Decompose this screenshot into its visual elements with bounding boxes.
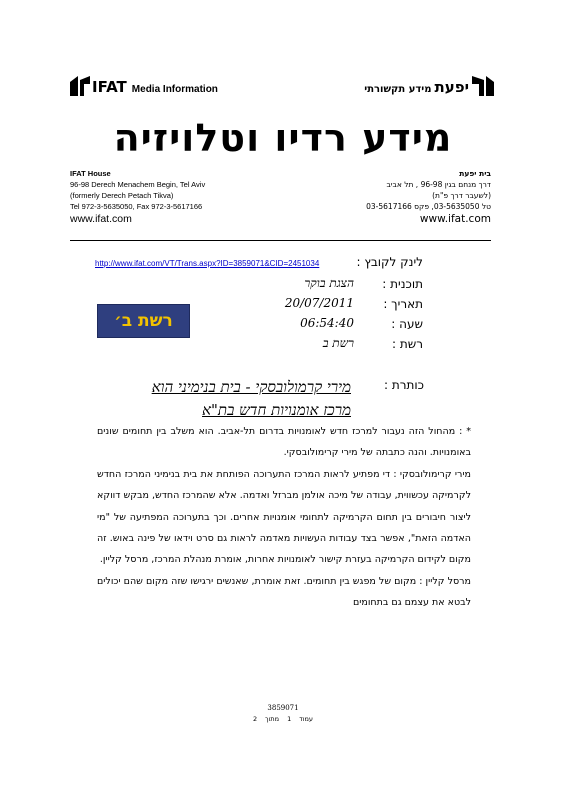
transcript-paragraph: מירי קרימולובסקי : די מפתיע לראות המרכז התערוכה הפותחת את בית בנימיני המרכז החדש לקרמיקה עכשווית, עבודה של מיכה אולמן מברזל ואדמה. אלא שהמרכז החדש, מבקש דווקא ליצור חיבורים בין תחום הקרמיקה לתחומי אומנויות אחרים. וכך בתערוכה המפתיעה של "מי האדמה הזאת", אפשר בצד עבודות העשויות מאדמה לראות גם סרט וידאו של פינה באוש. זה מקום לקידום הקרמיקה בעזרת קישור לאומנויות אחרות, אומרת מנהלת המרכז, מרסל קליין. [97,468,471,566]
program-label: תוכנית : [382,277,423,291]
address-line3-he: טל 03-5635050, פקס 03-5617166 [366,202,491,211]
header-divider [70,240,491,241]
total-pages: 2 [252,715,258,723]
address-line2-he: (לשעבר דרך פ"ת) [432,191,491,200]
headline [31,376,351,422]
transcript-paragraph: * : מהחול הזה נעבור למרכז חדש לאומנויות בדרום תל-אביב. הוא משלב בין תחומים שונים באומנויות. והנה כתבתה של מירי קרימולובסקי. [97,426,471,459]
brand-name-he: יפעת [434,78,469,96]
brand-subtitle-en: Media Information [131,84,218,95]
brand-name-en: IFAT [92,78,127,96]
address-en [70,168,205,225]
address-he [366,168,491,225]
network-value: רשת ב [322,336,354,350]
page-indicator [0,715,566,723]
network-label: רשת : [391,337,423,351]
address-line1-en: 96-98 Derech Menachem Begin, Tel Aviv [70,180,206,189]
headline-line1: מירי קרמולובסקי - בית בנימיני הוא [151,378,351,396]
address-name-en: IFAT House [70,169,111,178]
address-line3-en: Tel 972-3-5635050, Fax 972-3-5617166 [70,202,203,211]
ifat-emblem-icon [70,76,90,96]
ifat-emblem-icon [472,76,494,96]
time-value: 06:54:40 [300,316,354,330]
document-number: 3859071 [267,704,299,712]
link-label: לינק לקובץ : [356,255,423,269]
headline-line2: מרכז אומנויות חדש בת"א [202,401,351,419]
time-label: שעה : [391,317,423,331]
title-label: כותרת : [383,378,424,392]
of-label: מתוך [265,715,280,723]
website-en[interactable]: www.ifat.com [70,213,132,225]
brand-subtitle-he: מידע תקשורתי [364,84,432,95]
page-title: מידע רדיו וטלויזיה [113,116,453,160]
file-link[interactable]: http://www.ifat.com/VT/Trans.aspx?ID=3859071&CID=2451034 [95,259,320,268]
transcript-body [97,421,471,614]
page-label: עמוד [299,715,314,723]
ifat-logo-he [364,76,494,96]
transcript-paragraph: מרסל קליין : מקום של מפגש בין תחומים. זאת אומרת, שאנשים ירגישו שזה מקום שהם יכולים לבטא את עצמם גם בתחומים [97,575,471,609]
website-he[interactable]: www.ifat.com [419,213,491,225]
page-value: 1 [287,715,292,723]
date-label: תאריך : [383,297,423,311]
address-line1-he: דרך מנחם בגין 96-98 , תל אביב [386,180,491,189]
address-name-he: בית יפעת [459,169,491,178]
date-value: 20/07/2011 [284,296,354,310]
program-value: הצגת בוקר [304,276,354,290]
ifat-logo-en [70,76,218,96]
address-line2-en: (formerly Derech Petach Tikva) [70,191,174,200]
network-logo-badge: רשת ב׳ [97,304,190,338]
